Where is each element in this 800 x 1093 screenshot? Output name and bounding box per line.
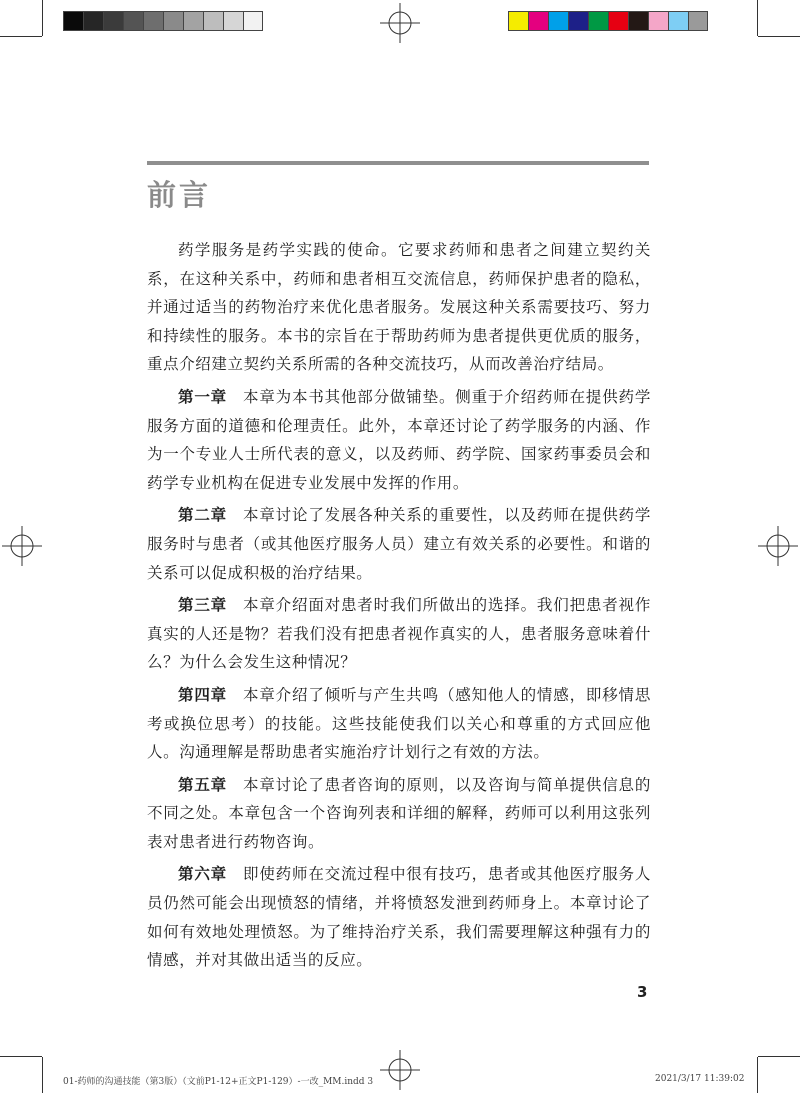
gray-swatch	[223, 11, 243, 31]
color-swatch	[568, 11, 588, 31]
slug-left: 01-药师的沟通技能（第3版）（文前P1-12+正文P1-129）-一改_MM.indd 3	[63, 1077, 374, 1087]
color-swatch	[648, 11, 668, 31]
gray-swatch	[203, 11, 223, 31]
crop-mark	[757, 0, 758, 36]
grayscale-bar	[63, 11, 263, 31]
registration-mark-right	[758, 526, 798, 566]
color-swatch	[548, 11, 568, 31]
gray-swatch	[123, 11, 143, 31]
paragraph-text: 本章介绍了倾听与产生共鸣（感知他人的情感，即移情思考或换位思考）的技能。这些技能使我们以关心和尊重的方式回应他人。沟通理解是帮助患者实施治疗计划行之有效的方法。	[147, 685, 651, 762]
preface-body	[147, 236, 651, 979]
chapter-label: 第五章	[178, 774, 227, 794]
chapter-label: 第六章	[178, 864, 227, 884]
color-swatch	[588, 11, 608, 31]
title-rule	[147, 161, 649, 165]
color-swatch	[528, 11, 548, 31]
paragraph	[147, 236, 651, 379]
gray-swatch	[83, 11, 103, 31]
paragraph	[147, 681, 651, 767]
gray-swatch	[163, 11, 183, 31]
color-swatch	[688, 11, 708, 31]
paragraph	[147, 591, 651, 677]
crop-mark	[758, 1056, 800, 1057]
registration-mark-bottom	[380, 1050, 420, 1090]
gray-swatch	[143, 11, 163, 31]
gray-swatch	[183, 11, 203, 31]
color-swatch	[608, 11, 628, 31]
crop-mark	[0, 1056, 42, 1057]
paragraph-text: 本章为本书其他部分做铺垫。侧重于介绍药师在提供药学服务方面的道德和伦理责任。此外，本章还讨论了药学服务的内涵、作为一个专业人士所代表的意义，以及药师、药学院、国家药事委员会和药学专业机构在促进专业发展中发挥的作用。	[147, 387, 651, 492]
crop-mark	[758, 36, 800, 37]
chapter-label: 第一章	[178, 386, 227, 406]
color-swatch	[508, 11, 528, 31]
page-title: 前言	[147, 178, 212, 212]
registration-mark-left	[2, 526, 42, 566]
gray-swatch	[63, 11, 83, 31]
chapter-label: 第四章	[178, 684, 227, 704]
crop-mark	[42, 1057, 43, 1093]
page-number: 3	[637, 983, 648, 1001]
chapter-label: 第二章	[178, 505, 227, 525]
paragraph-text: 本章介绍面对患者时我们所做出的选择。我们把患者视作真实的人还是物？若我们没有把患者视作真实的人，患者服务意味着什么？为什么会发生这种情况？	[147, 596, 651, 672]
crop-mark	[42, 0, 43, 36]
gray-swatch	[103, 11, 123, 31]
paragraph	[147, 771, 651, 857]
gray-swatch	[243, 11, 263, 31]
paragraph	[147, 860, 651, 974]
paragraph-text: 药学服务是药学实践的使命。它要求药师和患者之间建立契约关系，在这种关系中，药师和患者相互交流信息，药师保护患者的隐私，并通过适当的药物治疗来优化患者服务。发展这种关系需要技巧、努力和持续性的服务。本书的宗旨在于帮助药师为患者提供更优质的服务，重点介绍建立契约关系所需的各种交流技巧，从而改善治疗结局。	[147, 241, 651, 374]
crop-mark	[0, 36, 42, 37]
color-bar	[508, 11, 708, 31]
crop-mark	[757, 1057, 758, 1093]
paragraph	[147, 383, 651, 497]
paragraph-text: 即使药师在交流过程中很有技巧，患者或其他医疗服务人员仍然可能会出现愤怒的情绪，并将愤怒发泄到药师身上。本章讨论了如何有效地处理愤怒。为了维持治疗关系，我们需要理解这种强有力的情感，并对其做出适当的反应。	[147, 865, 651, 970]
color-swatch	[668, 11, 688, 31]
paragraph-text: 本章讨论了患者咨询的原则，以及咨询与简单提供信息的不同之处。本章包含一个咨询列表和详细的解释，药师可以利用这张列表对患者进行药物咨询。	[147, 775, 651, 851]
registration-mark-top	[380, 3, 420, 43]
slug-right: 2021/3/17 11:39:02	[655, 1074, 745, 1084]
chapter-label: 第三章	[178, 595, 227, 615]
color-swatch	[628, 11, 648, 31]
paragraph	[147, 501, 651, 587]
paragraph-text: 本章讨论了发展各种关系的重要性，以及药师在提供药学服务时与患者（或其他医疗服务人员）建立有效关系的必要性。和谐的关系可以促成积极的治疗结果。	[147, 506, 651, 582]
